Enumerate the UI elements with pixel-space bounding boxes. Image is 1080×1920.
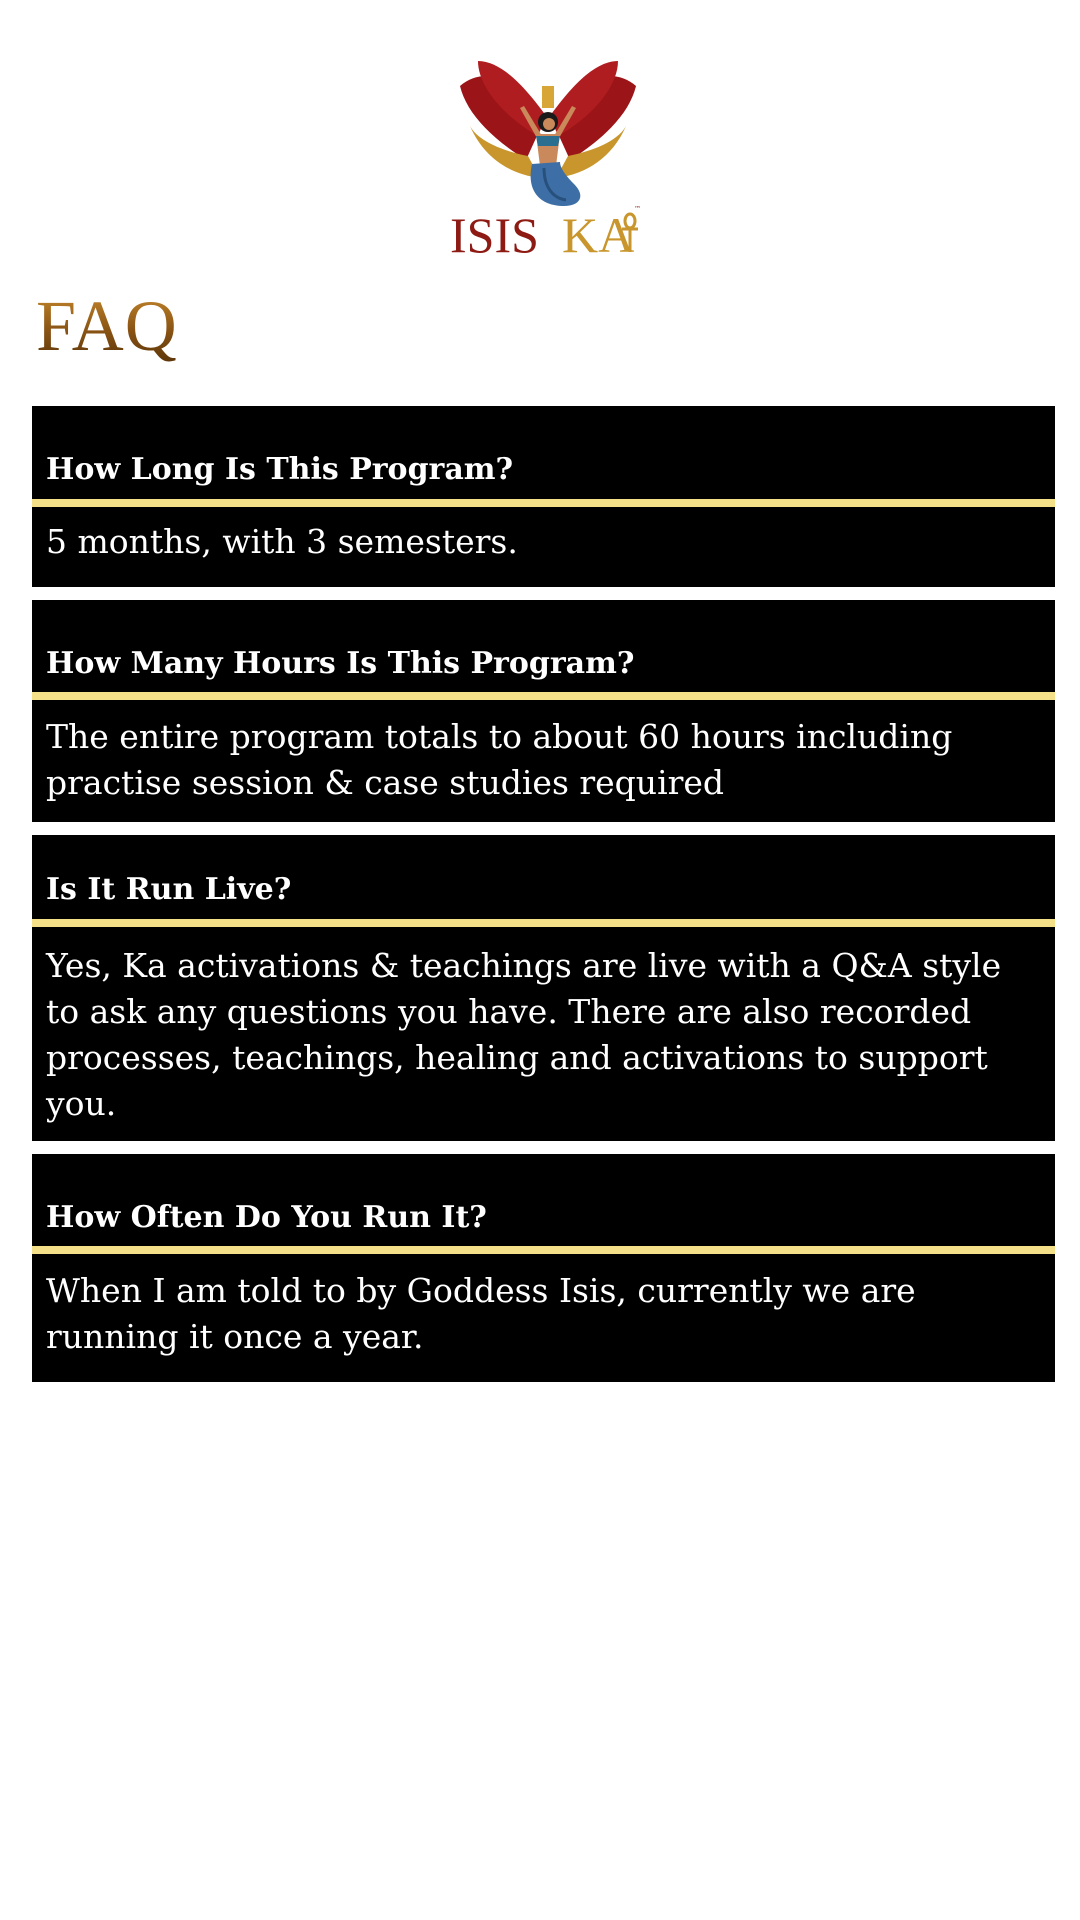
faq-question[interactable]: How Long Is This Program? bbox=[32, 406, 1055, 507]
faq-answer: The entire program totals to about 60 hours including practise session & case studies required bbox=[46, 717, 953, 802]
faq-item[interactable] bbox=[32, 406, 1055, 587]
faq-question[interactable]: How Often Do You Run It? bbox=[32, 1154, 1055, 1254]
isis-goddess-logo-icon bbox=[448, 56, 648, 256]
faq-question[interactable]: Is It Run Live? bbox=[32, 835, 1055, 927]
faq-item[interactable] bbox=[32, 835, 1055, 1141]
isiska-logo[interactable] bbox=[448, 56, 648, 256]
trademark-symbol: ™ bbox=[634, 205, 641, 213]
faq-item[interactable] bbox=[32, 1154, 1055, 1382]
logo-wordmark-isis: ISIS bbox=[450, 207, 539, 256]
faq-answer: When I am told to by Goddess Isis, currently we are running it once a year. bbox=[46, 1271, 916, 1356]
faq-question[interactable]: How Many Hours Is This Program? bbox=[32, 600, 1055, 700]
faq-answer: 5 months, with 3 semesters. bbox=[46, 522, 518, 561]
faq-item[interactable] bbox=[32, 600, 1055, 822]
faq-answer: Yes, Ka activations & teachings are live with a Q&A style to ask any questions you have. There are also recorded processes, teachings, healing and activations to support you. bbox=[46, 946, 1002, 1123]
faq-heading: FAQ bbox=[36, 286, 178, 366]
logo-wordmark-ka: KA bbox=[562, 207, 635, 256]
faq-list bbox=[32, 406, 1055, 1382]
